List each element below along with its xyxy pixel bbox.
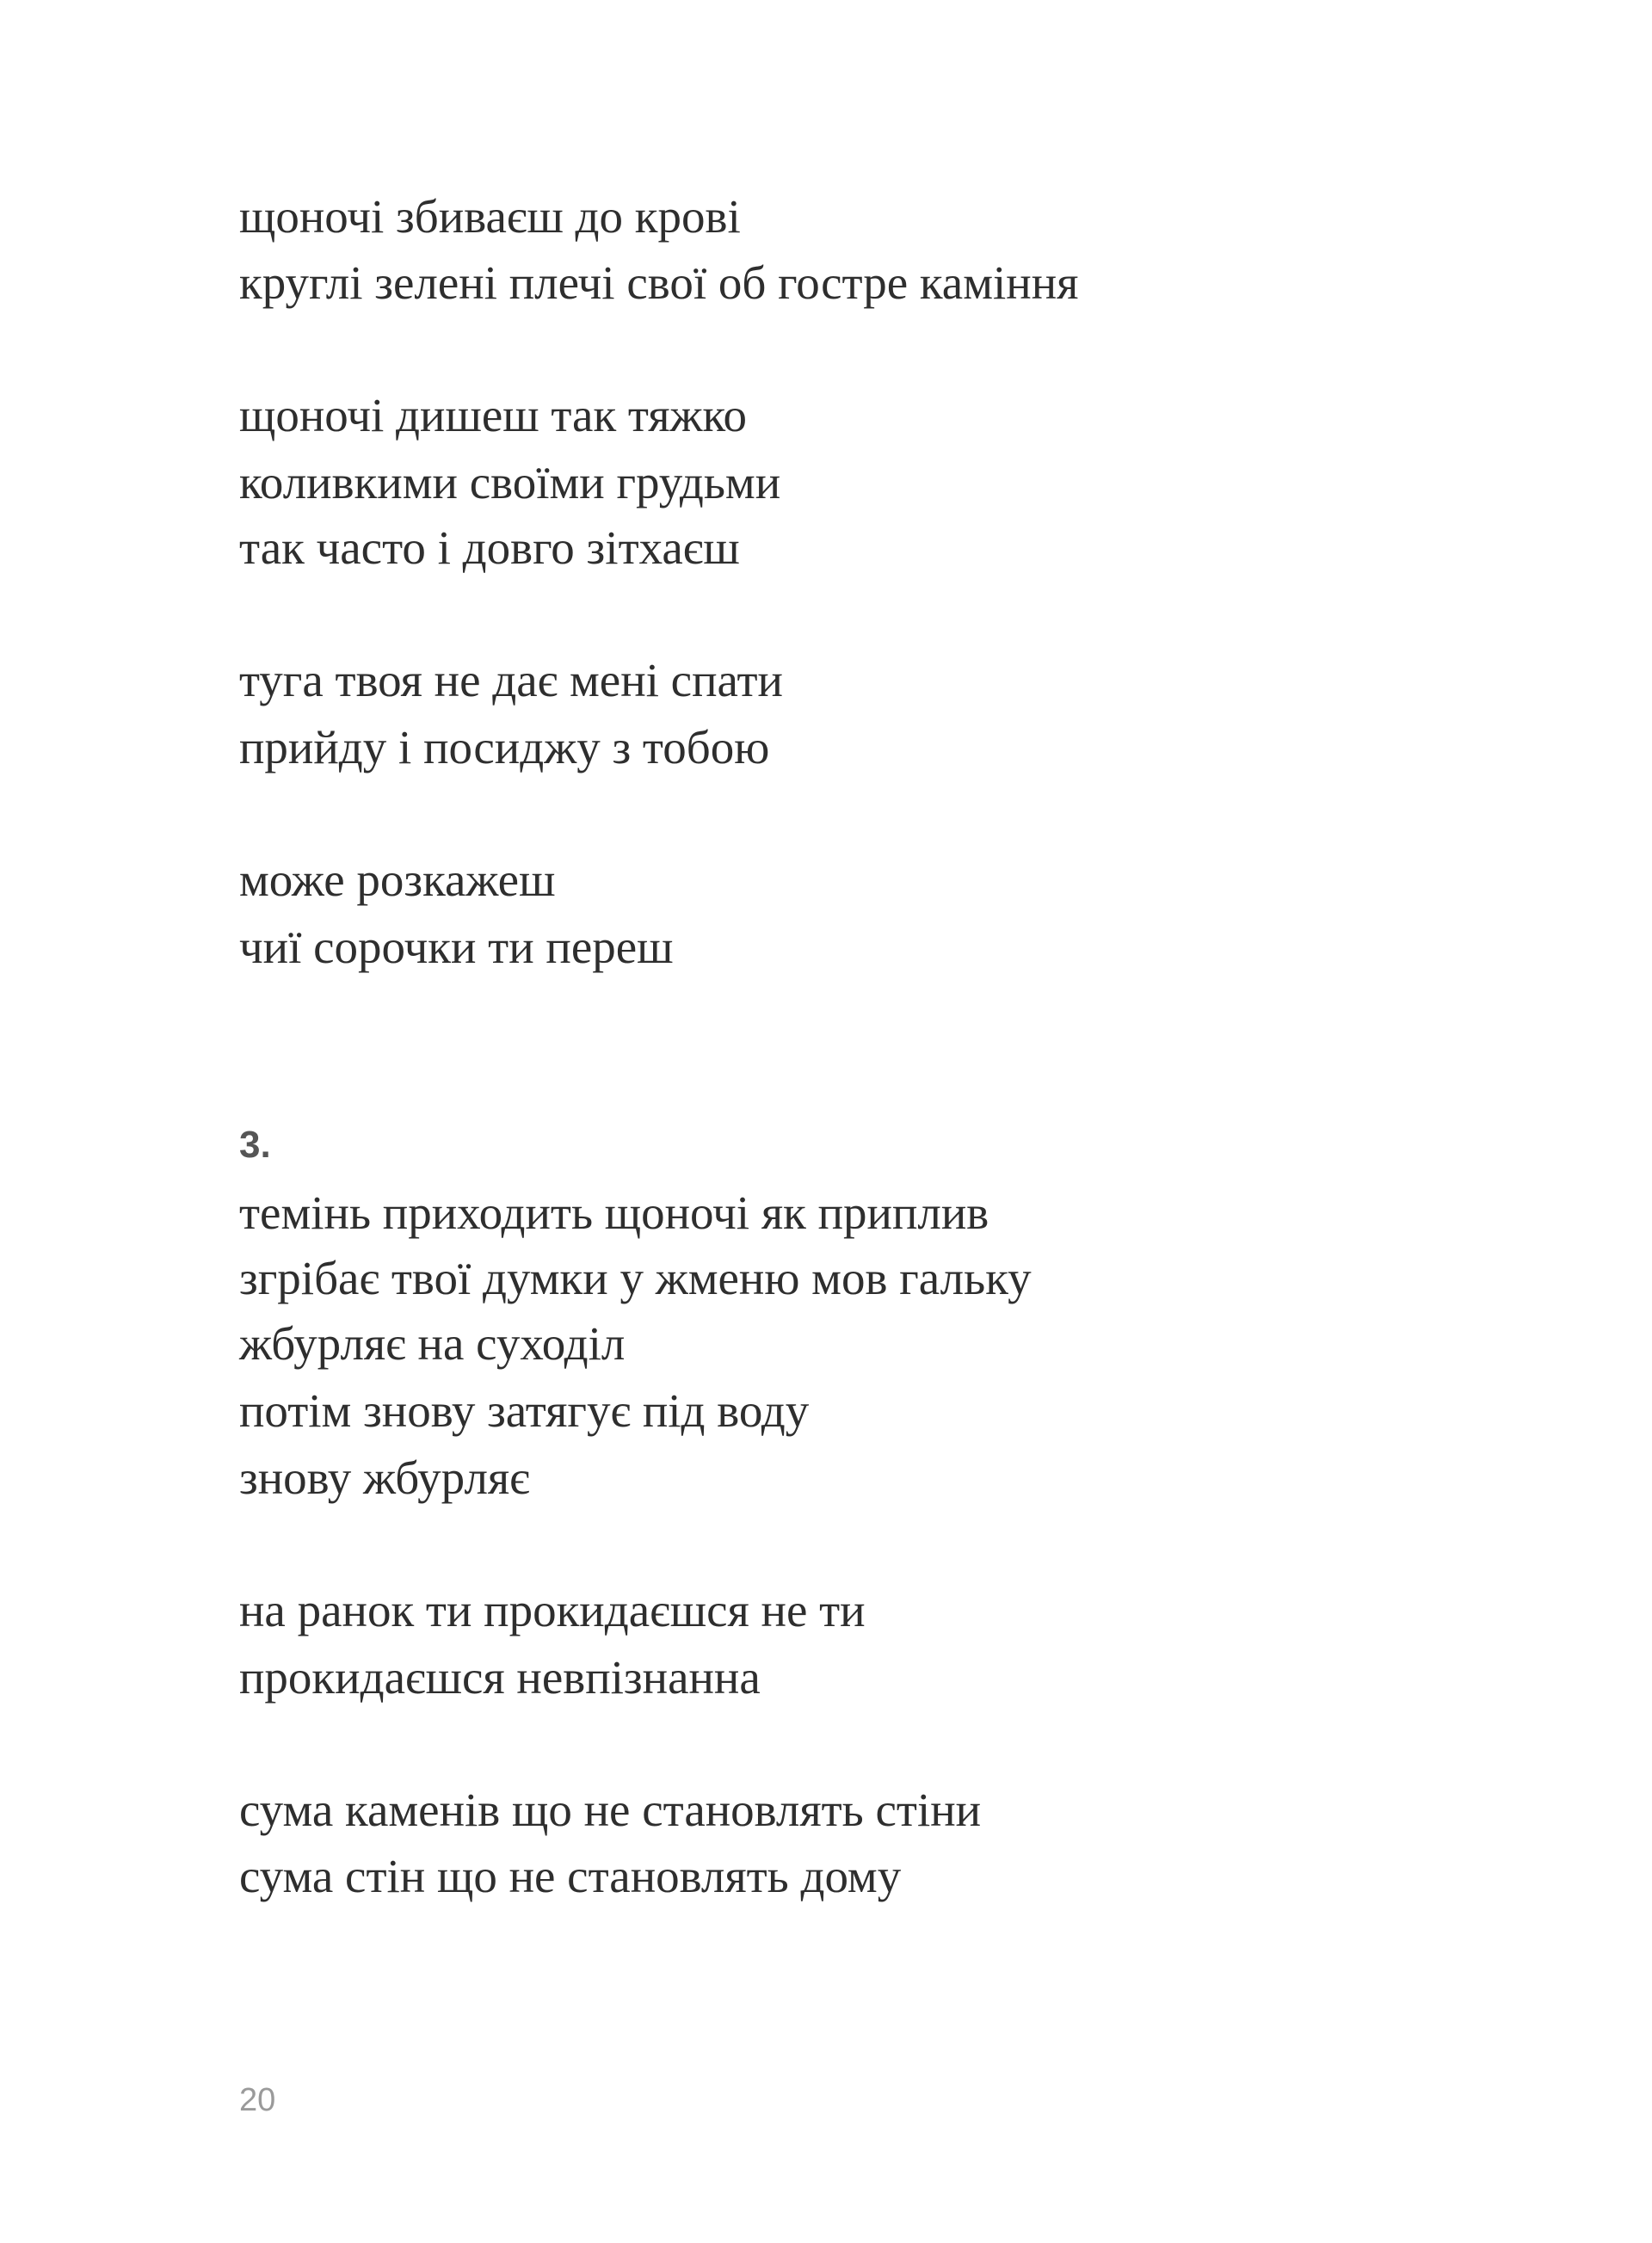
poem-line: потім знову затягує під воду xyxy=(239,1384,810,1437)
poem-line: може розкажеш xyxy=(239,853,556,906)
page-number: 20 xyxy=(239,2082,276,2118)
poem-line: так часто і довго зітхаєш xyxy=(239,521,740,574)
poem-line: чиї сорочки ти переш xyxy=(239,921,674,973)
poem-line: щоночі збиваєш до крові xyxy=(239,190,741,243)
poem-line: сума каменів що не становлять стіни xyxy=(239,1784,982,1836)
poem-line: знову жбурляє xyxy=(239,1451,530,1504)
section-number: 3. xyxy=(239,1124,271,1166)
poem-line: жбурляє на суходіл xyxy=(239,1317,626,1370)
poem-line: на ранок ти прокидаєшся не ти xyxy=(239,1584,866,1636)
poem-line: згрібає твої думки у жменю мов гальку xyxy=(239,1252,1032,1304)
poem-line: круглі зелені плечі свої об гостре каміння xyxy=(239,256,1079,309)
poem-line: туга твоя не дає мені спати xyxy=(239,654,783,706)
poem-line: прийду і посиджу з тобою xyxy=(239,721,770,773)
poem-line: сума стін що не становлять дому xyxy=(239,1850,902,1902)
poem-line: коливкими своїми грудьми xyxy=(239,456,781,508)
poem-line: прокидаєшся невпізнанна xyxy=(239,1651,761,1704)
poem-line: темінь приходить щоночі як приплив xyxy=(239,1186,989,1239)
poem-line: щоночі дишеш так тяжко xyxy=(239,389,747,441)
